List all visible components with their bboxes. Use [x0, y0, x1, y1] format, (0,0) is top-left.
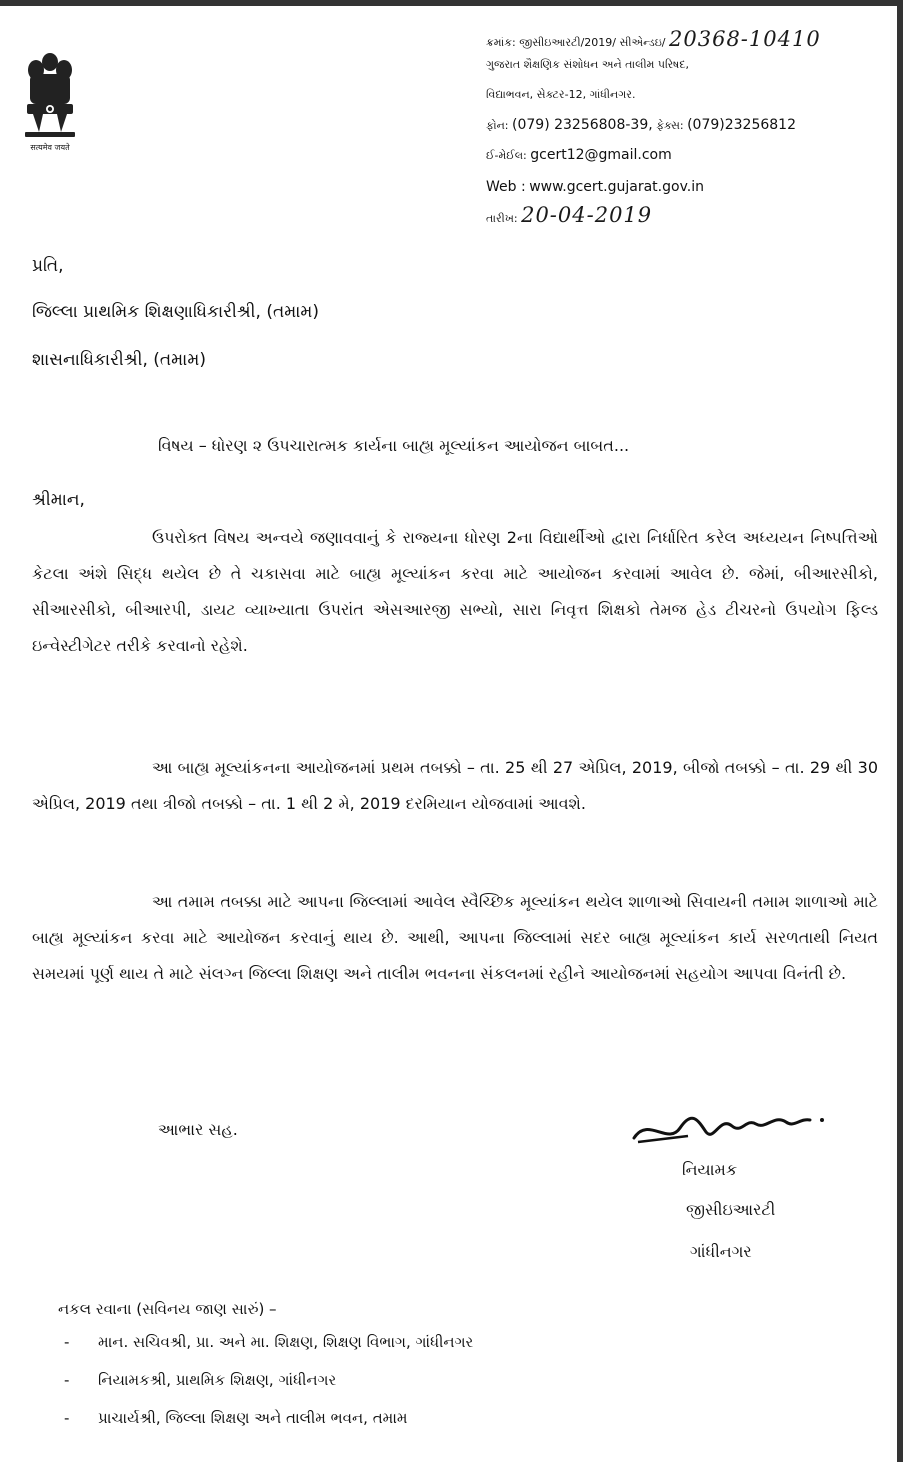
phone-value: (079) 23256808-39, — [512, 117, 653, 133]
salutation: શ્રીમાન, — [32, 490, 85, 510]
copy-to-item: માન. સચિવશ્રી, પ્રા. અને મા. શિક્ષણ, શિક્ષણ વિભાગ, ગાંધીનગર — [98, 1333, 474, 1351]
web-label: Web : — [486, 179, 526, 195]
list-item: - માન. સચિવશ્રી, પ્રા. અને મા. શિક્ષણ, શિક્ષણ વિભાગ, ગાંધીનગર — [64, 1333, 474, 1351]
fax-label: ફેક્સ: — [656, 119, 684, 132]
body-paragraph-3: આ તમામ તબક્કા માટે આપના જિલ્લામાં આવેલ સ્વૈચ્છિક મૂલ્યાંકન થયેલ શાળાઓ સિવાયની તમામ શાળાઓ માટે બાહ્ય મૂલ્યાંકન કરવા માટે આયોજન કરવાનું થાય છે. આથી, આપના જિલ્લામાં સદર બાહ્ય મૂલ્યાંકન કાર્ય સરળતાથી નિયત સમયમાં પૂર્ણ થાય તે માટે સંલગ્ન જિલ્લા શિક્ષણ અને તાલીમ ભવનના સંકલનમાં રહીને આયોજનમાં સહયોગ આપવા વિનંતી છે. — [32, 892, 878, 983]
organization-name: ગુજરાત શૈક્ષણિક સંશોધન અને તાલીમ પરિષદ, — [486, 58, 689, 71]
contact-email — [486, 146, 672, 164]
copy-to-title: નકલ રવાના (સવિનય જાણ સારું) – — [58, 1300, 277, 1318]
state-emblem — [10, 48, 90, 153]
date-line — [486, 202, 652, 229]
letter-subject: વિષય – ધોરણ ૨ ઉપચારાત્મક કાર્યના બાહ્ય મૂલ્યાંકન આયોજન બાબત... — [158, 436, 630, 455]
copy-to-item: પ્રાચાર્યશ્રી, જિલ્લા શિક્ષણ અને તાલીમ ભવન, તમામ — [98, 1409, 408, 1427]
reference-number-line — [486, 26, 821, 53]
body-paragraph-2: આ બાહ્ય મૂલ્યાંકનના આયોજનમાં પ્રથમ તબક્કો – તા. 25 થી 27 એપ્રિલ, 2019, બીજો તબક્કો – તા. 29 થી 30 એપ્રિલ, 2019 તથા ત્રીજો તબક્કો – તા. 1 થી 2 મે, 2019 દરમિયાન યોજવામાં આવશે. — [32, 758, 878, 813]
date-label: તારીખ: — [486, 212, 518, 225]
contact-phone-fax — [486, 116, 796, 134]
signature-icon — [628, 1106, 828, 1154]
signatory-place: ગાંધીનગર — [690, 1242, 752, 1261]
ashoka-emblem-icon — [19, 48, 81, 140]
list-item: - પ્રાચાર્યશ્રી, જિલ્લા શિક્ષણ અને તાલીમ ભવન, તમામ — [64, 1409, 408, 1427]
contact-web — [486, 178, 704, 196]
body-paragraph-1: ઉપરોક્ત વિષય અન્વયે જણાવવાનું કે રાજ્યના ધોરણ 2ના વિદ્યાર્થીઓ દ્વારા નિર્ધારિત કરેલ અધ્યયન નિષ્પત્તિઓ કેટલા અંશે સિદ્ધ થયેલ છે તે ચકાસવા માટે બાહ્ય મૂલ્યાંકન કરવા માટે આયોજન કરવામાં આવેલ છે. જેમાં, બીઆરસીકો, સીઆરસીકો, બીઆરપી, ડાયટ વ્યાખ્યાતા ઉપરાંત એસઆરજી સભ્યો, સારા નિવૃત્ત શિક્ષકો તેમજ હેડ ટીચરનો ઉપયોગ ફિલ્ડ ઇન્વેસ્ટીગેટર તરીકે કરવાનો રહેશે. — [32, 528, 878, 655]
copy-to-list — [64, 1332, 473, 1446]
closing-text: આભાર સહ. — [158, 1120, 238, 1139]
recipient-line-1: જિલ્લા પ્રાથમિક શિક્ષણાધિકારીશ્રી, (તમામ) — [32, 302, 320, 322]
email-value: gcert12@gmail.com — [530, 147, 672, 163]
fax-value: (079)23256812 — [687, 117, 796, 133]
recipient-line-2: શાસનાધિકારીશ્રી, (તમામ) — [32, 350, 206, 370]
organization-address: વિદ્યાભવન, સેક્ટર-12, ગાંધીનગર. — [486, 88, 636, 101]
signatory-title: નિયામક — [682, 1160, 738, 1179]
list-item: - નિયામકશ્રી, પ્રાથમિક શિક્ષણ, ગાંધીનગર — [64, 1371, 337, 1389]
emblem-motto: सत्यमेव जयते — [30, 143, 70, 152]
web-value: www.gcert.gujarat.gov.in — [529, 179, 704, 195]
phone-label: ફોન: — [486, 119, 509, 132]
date-handwritten: 20-04-2019 — [521, 203, 653, 227]
reference-label: ક્રમાંક: જીસીઇઆરટી/2019/ સીએન્ડઇ/ — [486, 36, 666, 49]
copy-to-item: નિયામકશ્રી, પ્રાથમિક શિક્ષણ, ગાંધીનગર — [98, 1371, 337, 1389]
recipient-prati: પ્રતિ, — [32, 256, 64, 276]
signatory-organization: જીસીઇઆરટી — [686, 1200, 776, 1219]
email-label: ઈ-મેઈલ: — [486, 149, 527, 162]
reference-number-handwritten: 20368-10410 — [669, 27, 821, 51]
